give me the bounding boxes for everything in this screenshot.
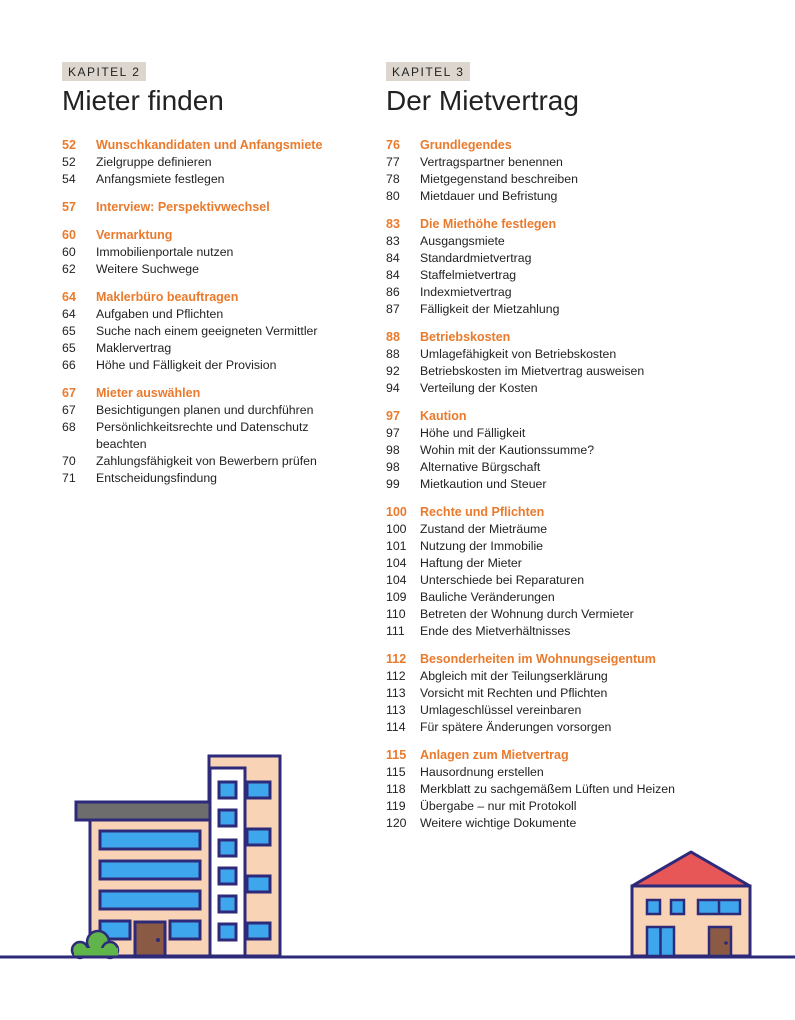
entry-title: Für spätere Änderungen vorsorgen <box>420 720 612 734</box>
entry-title: Höhe und Fälligkeit <box>420 426 526 440</box>
entry-title: Betreten der Wohnung durch Vermieter <box>420 607 634 621</box>
entry-title: Entscheidungsfindung <box>96 471 218 485</box>
entry-title: Zustand der Mieträume <box>420 522 548 536</box>
entry-page-number: 109 <box>386 590 407 604</box>
entry-title: Betriebskosten im Mietvertrag ausweisen <box>420 364 645 378</box>
entry-page-number: 112 <box>386 669 406 683</box>
entry-page-number: 87 <box>386 302 400 316</box>
entry-title: Höhe und Fälligkeit der Provision <box>96 358 277 372</box>
entry-title: Immobilienportale nutzen <box>96 245 234 259</box>
entry-page-number: 115 <box>386 765 406 779</box>
entry-page-number: 97 <box>386 426 400 440</box>
entry-page-number: 94 <box>386 381 400 395</box>
house-icon <box>632 852 750 956</box>
entry-page-number: 113 <box>386 686 406 700</box>
entry-title: Nutzung der Immobilie <box>420 539 544 553</box>
section-page-number: 52 <box>62 138 76 152</box>
apartment-building-icon <box>76 756 280 956</box>
entry-page-number: 52 <box>62 155 76 169</box>
entry-title: Wohin mit der Kautionssumme? <box>420 443 595 457</box>
entry-page-number: 86 <box>386 285 400 299</box>
section-page-number: 88 <box>386 330 400 344</box>
entry-title: Bauliche Veränderungen <box>420 590 555 604</box>
entry-title: Umlageschlüssel vereinbaren <box>420 703 582 717</box>
entry-page-number: 70 <box>62 454 76 468</box>
entry-title: Mietkaution und Steuer <box>420 477 547 491</box>
entry-title: Abgleich mit der Teilungserklärung <box>420 669 608 683</box>
entry-title: Suche nach einem geeigneten Vermittler <box>96 324 318 338</box>
entry-page-number: 78 <box>386 172 400 186</box>
entry-page-number: 60 <box>62 245 76 259</box>
entry-page-number: 101 <box>386 539 407 553</box>
section-title: Mieter auswählen <box>96 386 201 400</box>
entry-title: Aufgaben und Pflichten <box>96 307 224 321</box>
chapter-badge: KAPITEL 3 <box>386 62 470 81</box>
entry-page-number: 84 <box>386 251 400 265</box>
entry-page-number: 114 <box>386 720 406 734</box>
section-title: Interview: Perspektivwechsel <box>96 200 270 214</box>
entry-title: Haftung der Mieter <box>420 556 522 570</box>
entry-page-number: 111 <box>386 624 405 638</box>
entry-page-number: 80 <box>386 189 400 203</box>
entry-title: Umlagefähigkeit von Betriebskosten <box>420 347 617 361</box>
entry-page-number: 67 <box>62 403 76 417</box>
entry-page-number: 68 <box>62 420 76 434</box>
section-title: Anlagen zum Mietvertrag <box>420 748 569 762</box>
section-title: Besonderheiten im Wohnungseigentum <box>420 652 656 666</box>
entry-page-number: 71 <box>62 471 76 485</box>
entry-title: Maklervertrag <box>96 341 172 355</box>
entry-page-number: 62 <box>62 262 76 276</box>
entry-title: Merkblatt zu sachgemäßem Lüften und Heizen <box>420 782 675 796</box>
chapter-title: Mieter finden <box>62 85 224 116</box>
entry-page-number: 104 <box>386 556 407 570</box>
section-page-number: 57 <box>62 200 76 214</box>
entry-page-number: 64 <box>62 307 76 321</box>
entry-title: Ausgangsmiete <box>420 234 505 248</box>
entry-page-number: 98 <box>386 460 400 474</box>
section-page-number: 97 <box>386 409 400 423</box>
chapter-title: Der Mietvertrag <box>386 85 579 116</box>
section-title: Wunschkandidaten und Anfangsmiete <box>96 138 323 152</box>
entry-title: Staffelmietvertrag <box>420 268 517 282</box>
entry-page-number: 77 <box>386 155 400 169</box>
entry-title: Alternative Bürgschaft <box>420 460 541 474</box>
section-page-number: 67 <box>62 386 76 400</box>
section-title: Kaution <box>420 409 467 423</box>
entry-title: Mietgegenstand beschreiben <box>420 172 578 186</box>
section-title: Rechte und Pflichten <box>420 505 545 519</box>
entry-title: Hausordnung erstellen <box>420 765 544 779</box>
section-page-number: 115 <box>386 748 407 762</box>
section-page-number: 83 <box>386 217 400 231</box>
section-title: Die Miethöhe festlegen <box>420 217 557 231</box>
entry-title: Vertragspartner benennen <box>420 155 563 169</box>
entry-title: Übergabe – nur mit Protokoll <box>420 799 577 813</box>
section-page-number: 60 <box>62 228 76 242</box>
entry-page-number: 113 <box>386 703 406 717</box>
entry-page-number: 54 <box>62 172 76 186</box>
section-title: Vermarktung <box>96 228 173 242</box>
entry-title: Vorsicht mit Rechten und Pflichten <box>420 686 608 700</box>
entry-page-number: 120 <box>386 816 407 830</box>
section-page-number: 112 <box>386 652 407 666</box>
entry-title: Weitere wichtige Dokumente <box>420 816 577 830</box>
entry-page-number: 110 <box>386 607 406 621</box>
section-page-number: 64 <box>62 290 76 304</box>
entry-title: Standardmietvertrag <box>420 251 532 265</box>
entry-title: Mietdauer und Befristung <box>420 189 558 203</box>
entry-page-number: 104 <box>386 573 407 587</box>
entry-title: Indexmietvertrag <box>420 285 512 299</box>
entry-page-number: 65 <box>62 324 76 338</box>
entry-page-number: 84 <box>386 268 400 282</box>
entry-page-number: 98 <box>386 443 400 457</box>
entry-page-number: 92 <box>386 364 400 378</box>
entry-title: Fälligkeit der Mietzahlung <box>420 302 560 316</box>
section-title: Maklerbüro beauftragen <box>96 290 239 304</box>
section-title: Betriebskosten <box>420 330 511 344</box>
entry-title: Ende des Mietverhältnisses <box>420 624 571 638</box>
section-title: Grundlegendes <box>420 138 512 152</box>
entry-page-number: 99 <box>386 477 400 491</box>
entry-title: Unterschiede bei Reparaturen <box>420 573 585 587</box>
entry-title: Anfangsmiete festlegen <box>96 172 225 186</box>
entry-page-number: 100 <box>386 522 407 536</box>
entry-page-number: 118 <box>386 782 406 796</box>
entry-title: Zahlungsfähigkeit von Bewerbern prüfen <box>96 454 317 468</box>
section-page-number: 76 <box>386 138 400 152</box>
entry-title: Weitere Suchwege <box>96 262 199 276</box>
entry-page-number: 65 <box>62 341 76 355</box>
section-page-number: 100 <box>386 505 407 519</box>
entry-page-number: 88 <box>386 347 400 361</box>
entry-title: Persönlichkeitsrechte und Datenschutz beachten <box>96 420 309 451</box>
entry-title: Verteilung der Kosten <box>420 381 538 395</box>
entry-page-number: 66 <box>62 358 76 372</box>
entry-page-number: 83 <box>386 234 400 248</box>
entry-title: Zielgruppe definieren <box>96 155 212 169</box>
chapter-badge: KAPITEL 2 <box>62 62 146 81</box>
entry-page-number: 119 <box>386 799 406 813</box>
entry-title: Besichtigungen planen und durchführen <box>96 403 314 417</box>
